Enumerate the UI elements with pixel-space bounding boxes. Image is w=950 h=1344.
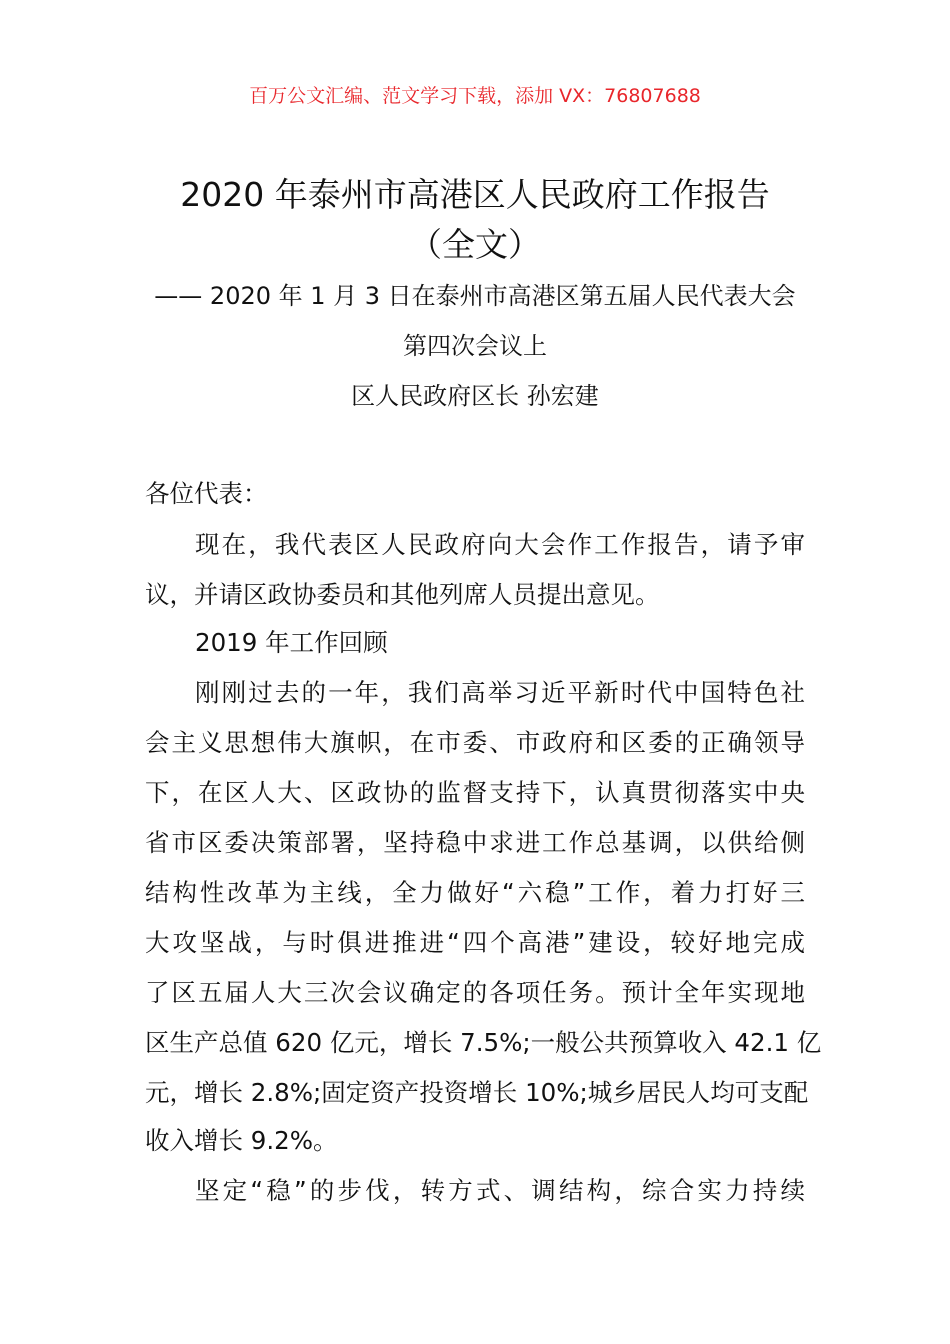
paragraph-line: 坚定“稳”的步伐，转方式、调结构，综合实力持续 — [195, 1176, 805, 1205]
paragraph-line: 大攻坚战，与时俱进推进“四个高港”建设，较好地完成 — [145, 928, 805, 957]
paragraph-line: 元，增长 2.8%;固定资产投资增长 10%;城乡居民人均可支配 — [145, 1078, 809, 1107]
salutation: 各位代表： — [145, 479, 268, 508]
paragraph-line: 会主义思想伟大旗帜，在市委、市政府和区委的正确领导 — [145, 728, 805, 757]
paragraph-line: 省市区委决策部署，坚持稳中求进工作总基调，以供给侧 — [145, 828, 805, 857]
subtitle-occasion: —— 2020 年 1 月 3 日在泰州市高港区第五届人民代表大会 — [154, 282, 796, 310]
document-title: 2020 年泰州市高港区人民政府工作报告 — [180, 175, 770, 214]
paragraph-line: 下，在区人大、区政协的监督支持下，认真贯彻落实中央 — [145, 778, 805, 807]
paragraph-line: 了区五届人大三次会议确定的各项任务。预计全年实现地 — [145, 978, 805, 1007]
paragraph-line: 收入增长 9.2%。 — [145, 1126, 338, 1155]
paragraph-line: 区生产总值 620 亿元，增长 7.5%;一般公共预算收入 42.1 亿 — [145, 1028, 822, 1057]
paragraph-line: 现在，我代表区人民政府向大会作工作报告，请予审 — [195, 530, 805, 559]
paragraph-line: 结构性改革为主线，全力做好“六稳”工作，着力打好三 — [145, 878, 805, 907]
document-title-suffix: （全文） — [409, 225, 541, 264]
section-heading: 2019 年工作回顾 — [195, 628, 388, 657]
paragraph-line: 刚刚过去的一年，我们高举习近平新时代中国特色社 — [195, 678, 805, 707]
speaker: 区人民政府区长 孙宏建 — [351, 382, 599, 410]
paragraph-line: 议，并请区政协委员和其他列席人员提出意见。 — [145, 580, 660, 609]
watermark-banner: 百万公文汇编、范文学习下载，添加 VX：76807688 — [249, 85, 701, 107]
subtitle-occasion-cont: 第四次会议上 — [403, 332, 547, 360]
